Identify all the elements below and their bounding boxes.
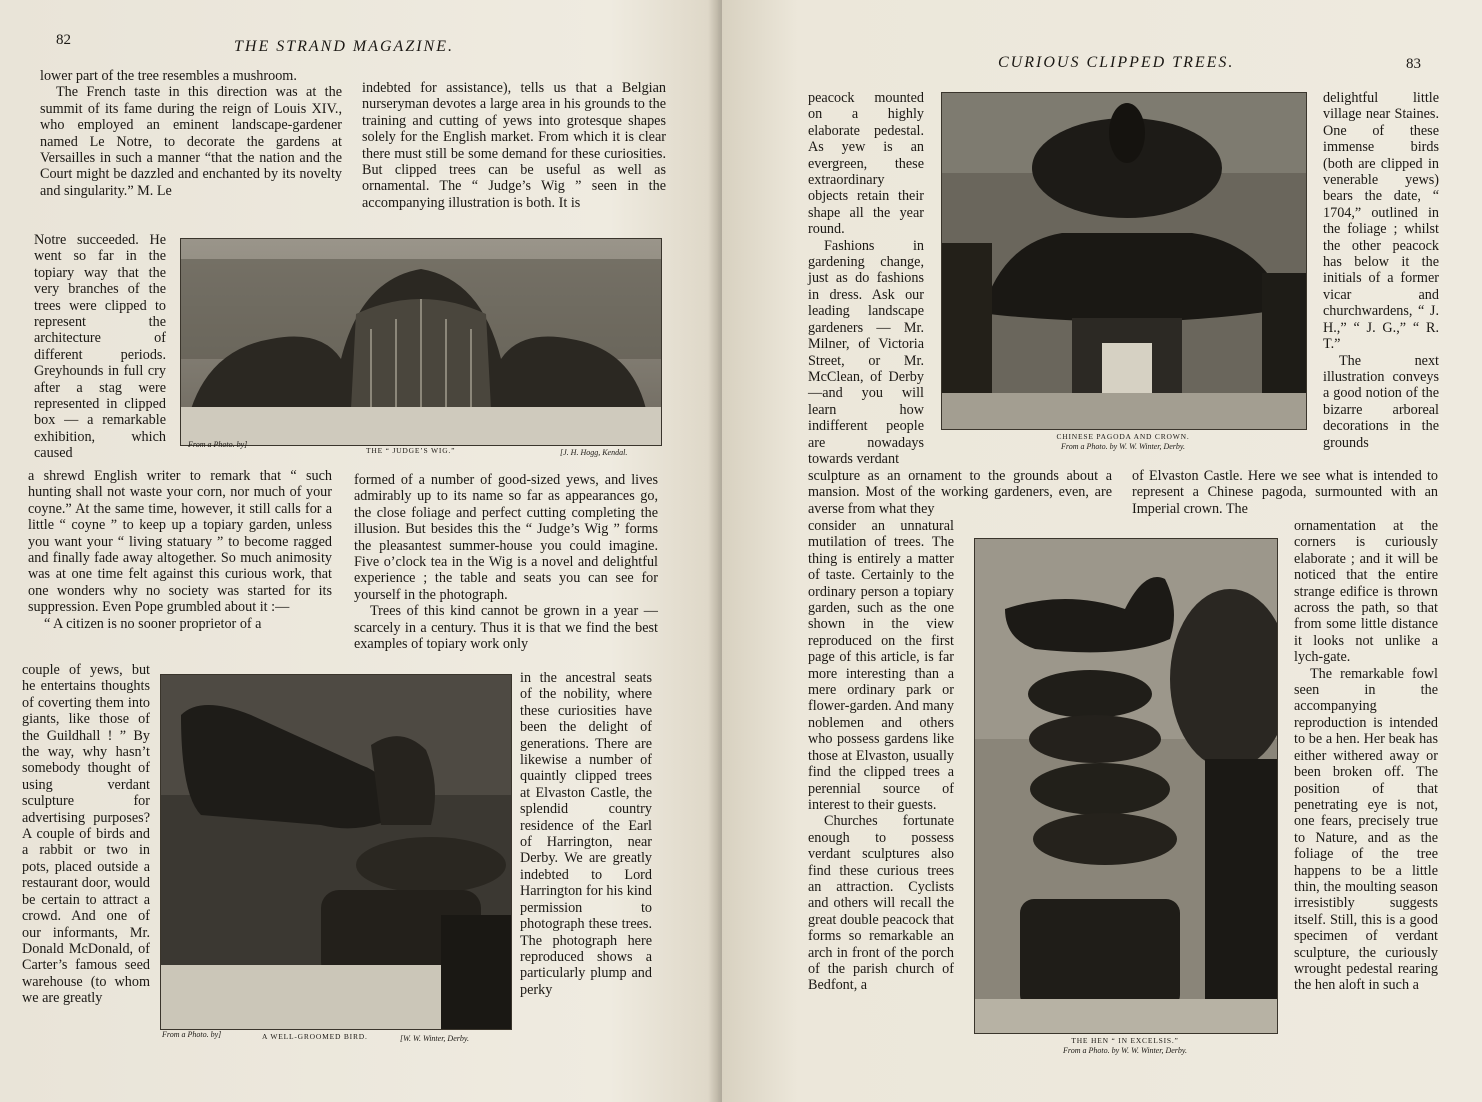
photo-credit: From a Photo. by] [188,440,248,449]
figure-caption-block [974,1036,1276,1056]
right-page [722,0,1482,1102]
paragraph: “ A citizen is no sooner proprietor of a [44,615,262,632]
paragraph: sculpture as an ornament to the grounds about a mansion. Most of the working gardeners, even, are averse from what they [808,468,1112,517]
column-text [40,68,342,199]
left-page [0,0,718,1102]
column-text [808,90,924,467]
paragraph: Churches fortunate enough to possess verdant sculptures also find these curious trees an attraction. Cyclists and others will recall the great double peacock that forms so remarkable an arch in front of the porch of the parish church of Bedfont, a [808,813,954,994]
photo-credit: [J. H. Hogg, Kendal. [560,448,628,457]
well-groomed-bird-photo [160,674,512,1030]
column-text [34,232,166,462]
page-number: 82 [56,32,71,48]
paragraph: The next illustration conveys a good notion of the bizarre arboreal decorations in the grounds [1323,352,1439,451]
column-text [28,468,332,632]
figure-caption: CHINESE PAGODA AND CROWN. [1056,432,1190,441]
paragraph: consider an unnatural mutilation of trees. The thing is entirely a matter of taste. Certainly to the ordinary person a topiary garden, such as the one shown in the view reproduced on the first page of this article, is far more interesting than a mere ordinary park or flower-garden. And many noblemen and others who possess gardens like those at Elvaston, usually find the clipped trees a perennial source of interest to their guests. [808,518,954,813]
paragraph: ornamentation at the corners is curiously elaborate ; and it will be noticed that the entire strange edifice is thrown across the path, so that from some little distance it looks not unlike a lych-gate. [1294,518,1438,666]
column-text [808,518,954,994]
chinese-pagoda-photo [941,92,1307,430]
running-head: THE STRAND MAGAZINE. [234,38,454,55]
paragraph: Notre succeeded. He went so far in the topiary way that the very branches of the trees were clipped to represent the architecture of different periods. Greyhounds in full cry after a stag were represented in clipped box — a remarkable exhibition, which caused [34,232,166,462]
column-text [1294,518,1438,994]
photo-credit: From a Photo. by W. W. Winter, Derby. [1061,442,1185,451]
paragraph: of Elvaston Castle. Here we see what is intended to represent a Chinese pagoda, surmounted with an Imperial crown. The [1132,468,1438,517]
column-text [22,662,150,1007]
column-text [354,472,658,652]
hen-in-excelsis-photo [974,538,1278,1034]
paragraph: a shrewd English writer to remark that “ such hunting shall not waste your corn, nor much of your coyne.” At the same time, however, it still calls for a little “ coyne ” to keep up a topiary garden, unless you want your “ living statuary ” to become ragged and finally fade away altogether. So much animosity was at one time felt against this curious work, that one wonders why no society was started for its suppression. Even Pope grumbled about it :— [28,468,332,616]
column-text [808,468,1112,517]
running-head: CURIOUS CLIPPED TREES. [998,54,1235,71]
figure-caption-block [941,432,1305,452]
paragraph: Trees of this kind cannot be grown in a year —scarcely in a century. Thus it is that we find the best examples of topiary work only [354,603,658,653]
photo-credit: From a Photo. by] [162,1030,222,1039]
judges-wig-photo [180,238,662,446]
column-text [520,670,652,998]
paragraph: indebted for assistance), tells us that a Belgian nurseryman devotes a large area in his grounds to the training and cutting of yews into grotesque shapes solely for the English market. From which it is clear there must still be some demand for these curiosities. But clipped trees can be useful as well as ornamental. The “ Judge’s Wig ” seen in the accompanying illustration is both. It is [362,80,666,211]
figure-caption: THE “ JUDGE’S WIG.” [366,446,456,455]
paragraph: formed of a number of good-sized yews, and lives admirably up to its name so far as appearances go, the close foliage and perfect cutting completing the illusion. But besides this the “ Judge’s Wig ” forms the pleasantest summer-house you could imagine. Five o’clock tea in the Wig is a novel and delightful experience ; the table and seats you can see for yourself in the photograph. [354,472,658,603]
column-text [1323,90,1439,451]
paragraph: Fashions in gardening change, just as do fashions in dress. Ask our leading landscape gardeners — Mr. Milner, of Victoria Street, or Mr. McClean, of Derby—and you will learn how indifferent people are nowadays towards verdant [808,237,924,467]
photo-credit: [W. W. Winter, Derby. [400,1034,469,1043]
page-number: 83 [1406,56,1421,72]
photo-credit: From a Photo. by W. W. Winter, Derby. [1063,1046,1187,1055]
column-text [362,80,666,211]
paragraph: The remarkable fowl seen in the accompanying reproduction is intended to be a hen. Her beak has either withered away or been broken off. The position of that penetrating eye is not, one fears, precisely true to Nature, and as the foliage of the tree happens to be a little thin, the moulting season irresistibly suggests itself. Still, this is a good specimen of verdant sculpture, the curiously wrought pedestal rearing the hen aloft in such a [1294,665,1438,994]
figure-caption: THE HEN “ IN EXCELSIS.” [1071,1036,1179,1045]
paragraph: in the ancestral seats of the nobility, where these curiosities have been the delight of generations. There are likewise a number of quaintly clipped trees at Elvaston Castle, the splendid country residence of the Earl of Harrington, near Derby. We are greatly indebted to Lord Harrington for his kind permission to photograph these trees. The photograph here reproduced shows a particularly plump and perky [520,670,652,998]
figure-caption: A WELL-GROOMED BIRD. [262,1032,368,1041]
paragraph: delightful little village near Staines. One of these immense birds (both are clipped in venerable yews) bears the date, “ 1704,” outlined in the foliage ; whilst the other peacock has below it the initials of a former vicar and churchwardens, “ J. H.,” “ J. G.,” “ R. T.” [1323,90,1439,353]
column-text [1132,468,1438,517]
paragraph: couple of yews, but he entertains thoughts of coverting them into giants, like those of the Guildhall ! ” By the way, why hasn’t somebody thought of using verdant sculpture for advertising purposes? A couple of birds and a rabbit or two in pots, placed outside a restaurant door, would be certain to attract a crowd. And one of our informants, Mr. Donald McDonald, of Carter’s famous seed warehouse (to whom we are greatly [22,662,150,1007]
paragraph: The French taste in this direction was at the summit of its fame during the reign of Louis XIV., who employed an eminent landscape-gardener named Le Notre, to decorate the gardens at Versailles in such a manner “that the nation and the Court might be dazzled and enchanted by its novelty and singularity.” M. Le [40,84,342,199]
paragraph: lower part of the tree resembles a mushroom. [40,68,297,84]
paragraph: peacock mounted on a highly elaborate pedestal. As yew is an evergreen, these extraordinary objects retain their shape all the year round. [808,90,924,238]
